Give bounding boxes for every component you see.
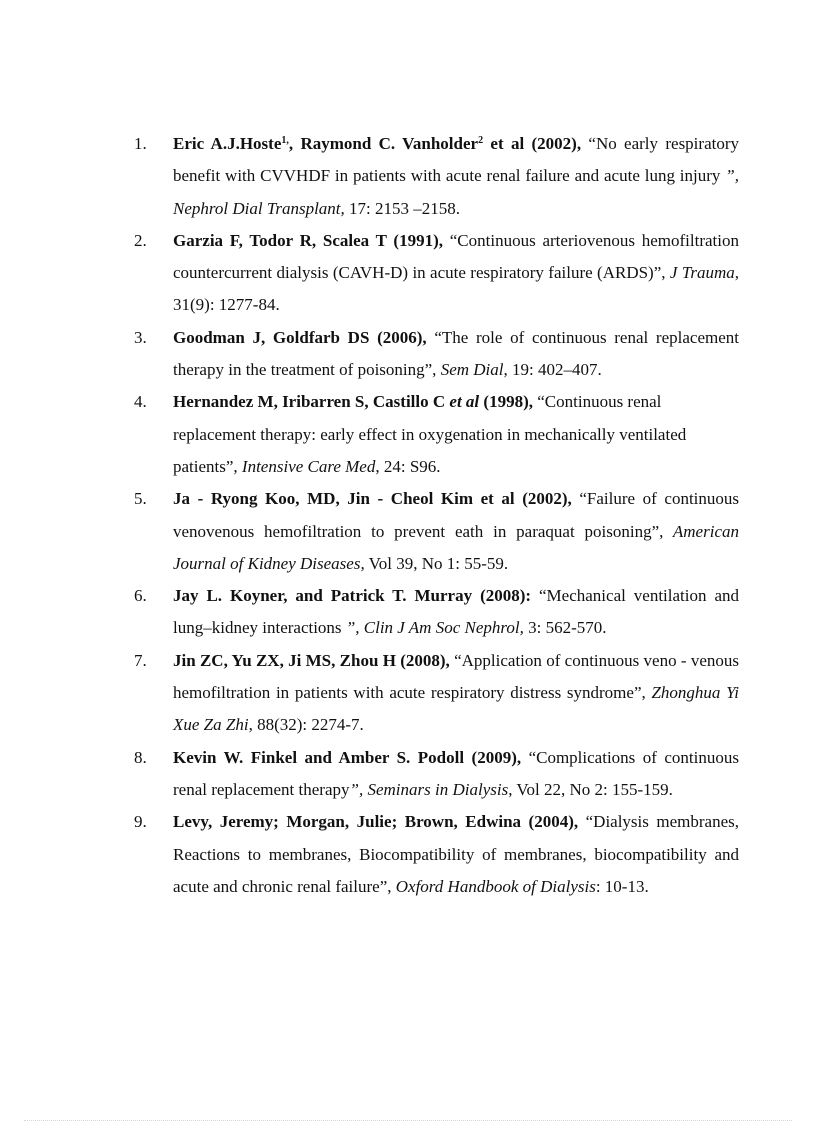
reference-journal: Intensive Care Med xyxy=(237,456,376,476)
reference-number: 5. xyxy=(134,489,147,509)
reference-number: 1. xyxy=(134,134,147,153)
reference-number: 9. xyxy=(134,812,147,832)
affiliation-mark: 1, xyxy=(281,135,289,146)
reference-year: (2008): xyxy=(472,586,532,606)
reference-number: 2. xyxy=(134,230,147,250)
reference-item xyxy=(0,386,816,483)
reference-text xyxy=(173,580,739,645)
reference-title: “Complications of continuous renal replacement therapy xyxy=(173,747,739,799)
reference-et-al: et al xyxy=(449,392,480,412)
reference-title: “Continuous renal replacement therapy: early effect in oxygenation in mechanically ventilated patients”, xyxy=(173,392,687,476)
reference-year: (1991), xyxy=(386,230,443,250)
reference-authors: Levy, Jeremy; Morgan, Julie; Brown, Edwina xyxy=(173,812,522,832)
reference-year: (2009), xyxy=(464,747,522,767)
reference-title: “The role of continuous renal replacement therapy in the treatment of poisoning”, xyxy=(173,327,739,380)
reference-journal: ”, Clin J Am Soc Nephrol, xyxy=(341,618,524,638)
reference-details: , Vol 22, No 2: 155-159. xyxy=(508,779,673,799)
reference-text xyxy=(173,806,739,903)
reference-details: : 10-13. xyxy=(595,876,649,896)
reference-item xyxy=(0,580,816,645)
reference-journal: ”, Seminars in Dialysis xyxy=(349,779,509,799)
reference-text xyxy=(173,322,739,387)
reference-item xyxy=(0,322,816,387)
reference-text xyxy=(173,225,739,322)
reference-details: Vol 39, No 1: 55-59. xyxy=(364,553,509,573)
reference-authors: et al xyxy=(483,134,525,153)
reference-number: 8. xyxy=(134,747,147,767)
reference-details: , 31(9): 1277-84. xyxy=(173,263,739,315)
reference-text xyxy=(173,645,739,742)
reference-details: , 19: 402–407. xyxy=(503,360,602,380)
reference-item xyxy=(0,806,816,903)
reference-journal: Sem Dial xyxy=(436,360,504,380)
reference-details: , 24: S96. xyxy=(375,456,441,476)
reference-number: 3. xyxy=(134,327,147,347)
reference-year: (2004), xyxy=(521,812,579,832)
affiliation-mark: 2 xyxy=(478,135,484,146)
page-bottom-rule xyxy=(24,1120,792,1121)
reference-authors: Ja - Ryong Koo, MD, Jin - Cheol Kim et al xyxy=(173,489,515,509)
reference-journal: Oxford Handbook of Dialysis xyxy=(391,876,596,896)
reference-authors: Garzia F, Todor R, Scalea T xyxy=(173,230,387,250)
reference-year: (2002), xyxy=(524,134,582,153)
reference-item xyxy=(0,645,816,742)
reference-title: “Mechanical ventilation and lung–kidney interactions xyxy=(173,586,739,638)
reference-authors: Eric A.J.Hoste xyxy=(173,134,282,153)
reference-number: 4. xyxy=(134,392,147,412)
reference-title: “Failure of continuous venovenous hemofiltration to prevent eath in paraquat poisoning”, xyxy=(173,489,740,541)
reference-text xyxy=(173,128,739,225)
reference-authors: Hernandez M, Iribarren S, Castillo C xyxy=(173,392,450,412)
reference-journal: American Journal of Kidney Diseases, xyxy=(173,521,739,573)
reference-authors: Jay L. Koyner, and Patrick T. Murray xyxy=(173,586,473,606)
reference-text xyxy=(173,742,739,807)
reference-text xyxy=(173,386,739,483)
reference-number: 6. xyxy=(134,586,147,606)
reference-authors: Goodman J, Goldfarb DS xyxy=(173,327,370,347)
reference-authors: Jin ZC, Yu ZX, Ji MS, Zhou H xyxy=(173,650,396,670)
reference-year: (2002), xyxy=(514,489,572,509)
reference-year: (1998), xyxy=(479,392,533,412)
reference-title: “No early respiratory benefit with CVVHDF in patients with acute renal failure and acute lung injury xyxy=(173,134,739,186)
reference-details: , 88(32): 2274-7. xyxy=(248,715,364,735)
reference-authors: , Raymond C. Vanholder xyxy=(288,134,479,153)
reference-text xyxy=(173,483,739,580)
reference-item xyxy=(0,742,816,807)
reference-authors: Kevin W. Finkel and Amber S. Podoll xyxy=(173,747,465,767)
reference-title: “Continuous arteriovenous hemofiltration countercurrent dialysis (CAVH-D) in acute respiratory failure (ARDS)”, xyxy=(173,230,740,283)
reference-item xyxy=(0,483,816,580)
reference-details: 3: 562-570. xyxy=(523,618,607,638)
reference-journal: J Trauma xyxy=(665,263,735,283)
reference-item xyxy=(0,128,816,225)
reference-title: “Dialysis membranes, Reactions to membranes, Biocompatibility of membranes, biocompatibility and acute and chronic renal failure”, xyxy=(173,812,739,896)
reference-title: “Application of continuous veno - venous hemofiltration in patients with acute respiratory distress syndrome”, xyxy=(173,650,739,703)
reference-number: 7. xyxy=(134,650,147,670)
reference-item xyxy=(0,225,816,322)
reference-details: 17: 2153 –2158. xyxy=(344,198,460,218)
reference-journal: Zhonghua Yi Xue Za Zhi xyxy=(173,683,739,735)
reference-year: (2006), xyxy=(369,327,427,347)
reference-journal: ”, Nephrol Dial Transplant, xyxy=(173,166,739,218)
reference-list xyxy=(0,128,816,903)
reference-year: (2008), xyxy=(395,650,450,670)
